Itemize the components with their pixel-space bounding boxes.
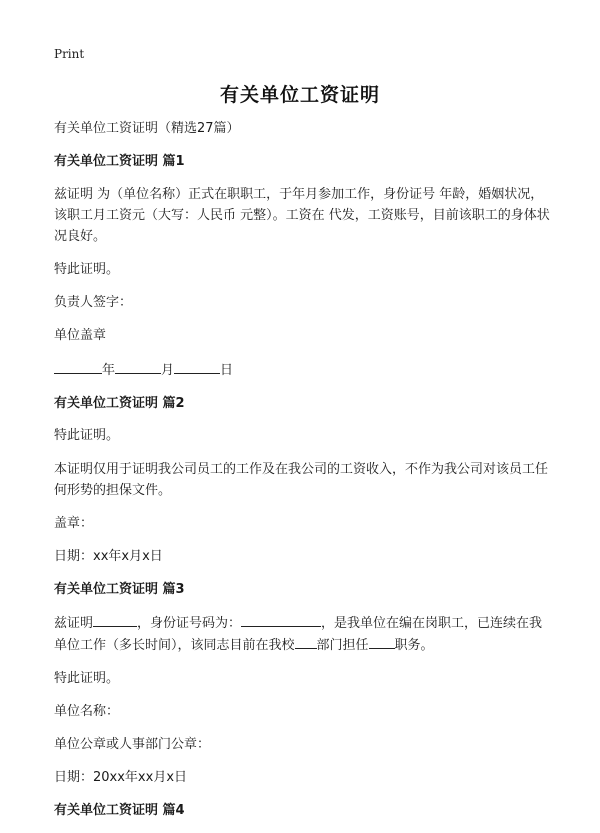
section3-text-5: 职务。 xyxy=(394,638,434,653)
date-month-label: 月 xyxy=(161,363,175,378)
date-year-label: 年 xyxy=(102,363,116,378)
section3-date: 日期：20xx年xx月x日 xyxy=(54,770,188,785)
section3-heading: 有关单位工资证明 篇3 xyxy=(54,582,185,597)
section2-heading: 有关单位工资证明 篇2 xyxy=(54,396,185,411)
blank-name xyxy=(93,612,137,627)
section2-date: 日期：xx年x月x日 xyxy=(54,549,163,564)
print-label: Print xyxy=(54,47,85,61)
document-title: 有关单位工资证明 xyxy=(219,84,380,106)
blank-id-number xyxy=(241,612,321,627)
section2-special: 特此证明。 xyxy=(54,428,120,443)
section1-heading: 有关单位工资证明 篇1 xyxy=(54,154,185,169)
section3-text-3: ，是我单位在编在岗职工，已连续在我单位工作（多长时间），该同志目前在我校 xyxy=(54,616,543,653)
blank-position xyxy=(369,634,395,649)
date-day-label: 日 xyxy=(220,363,234,378)
section1-signer: 负责人签字： xyxy=(54,295,133,310)
section3-text-4: 部门担任 xyxy=(316,638,369,653)
section3-text-1: 兹证明 xyxy=(54,616,94,631)
section3-special: 特此证明。 xyxy=(54,671,120,686)
section1-paragraph: 兹证明 为（单位名称）正式在职职工，于年月参加工作，身份证号 年龄，婚姻状况，该职工月工资元（大写：人民币 元整）。工资在 代发，工资账号，目前该职工的身体状况良好。 xyxy=(54,187,550,244)
blank-department xyxy=(295,634,317,649)
section3-unit-name: 单位名称： xyxy=(54,704,120,719)
blank-year xyxy=(54,359,102,374)
document-content xyxy=(54,119,554,833)
section1-special: 特此证明。 xyxy=(54,262,120,277)
blank-day xyxy=(174,359,220,374)
section1-date-line xyxy=(54,359,554,381)
blank-month xyxy=(115,359,161,374)
section3-text-2: ，身份证号码为： xyxy=(137,616,242,631)
section3-unit-seal: 单位公章或人事部门公章： xyxy=(54,737,211,752)
section3-paragraph xyxy=(54,612,554,656)
section2-seal: 盖章： xyxy=(54,516,94,531)
section2-paragraph: 本证明仅用于证明我公司员工的工作及在我公司的工资收入，不作为我公司对该员工任何形势的担保文件。 xyxy=(54,462,549,498)
document-subtitle: 有关单位工资证明（精选27篇） xyxy=(54,121,240,136)
section1-seal: 单位盖章 xyxy=(54,328,107,343)
section4-heading: 有关单位工资证明 篇4 xyxy=(54,803,185,818)
